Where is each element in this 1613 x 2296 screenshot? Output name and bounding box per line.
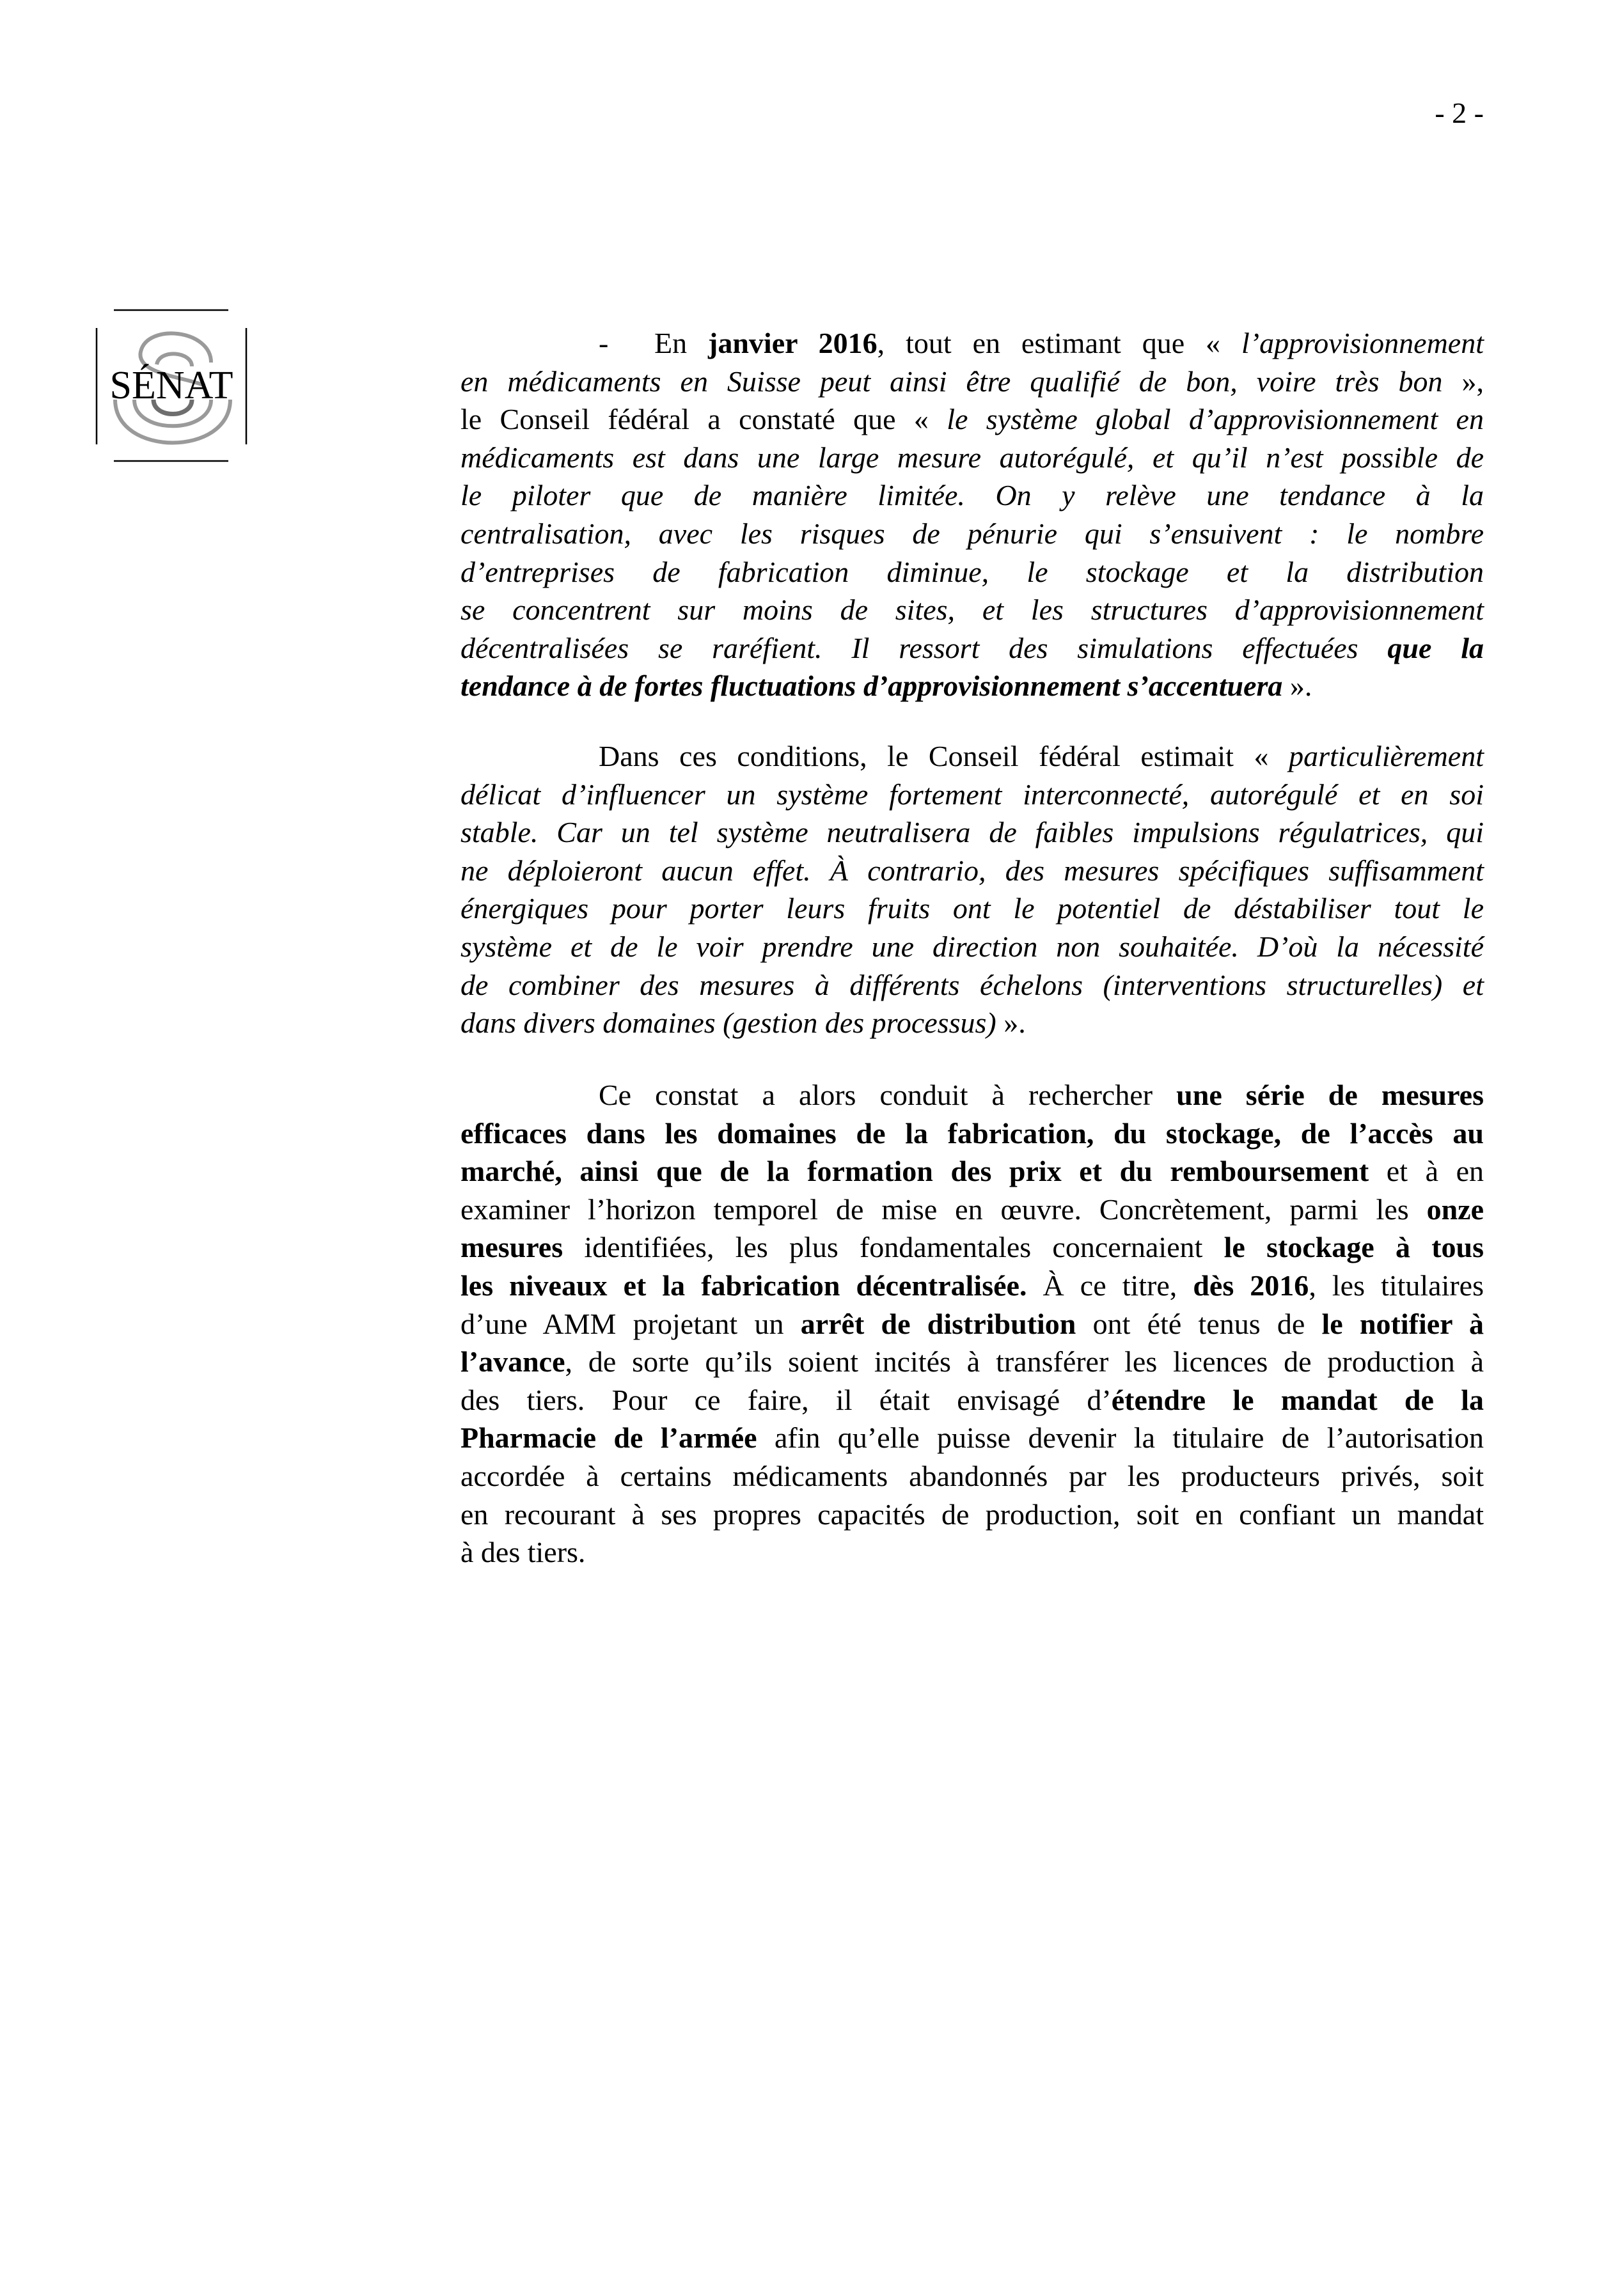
text-segment: en médicaments en Suisse peut ainsi être qualifié de bon, voire très bon [460, 364, 1443, 398]
text-line [460, 476, 1484, 515]
text-segment: efficaces dans les domaines de la fabrication, du stockage, de l’accès au [460, 1116, 1484, 1150]
text-line [460, 889, 1484, 928]
svg-text:SÉNAT: SÉNAT [109, 364, 233, 407]
text-segment: identifiées, les plus fondamentales concernaient [563, 1231, 1224, 1264]
text-line [460, 1228, 1484, 1267]
text-segment: d’entreprises de fabrication diminue, le stockage et la distribution [460, 555, 1484, 588]
text-line [460, 1305, 1484, 1343]
paragraph-bullet-janvier-2016 [460, 324, 1484, 705]
text-segment: particulièrement [1289, 740, 1484, 772]
text-segment: ont été tenus de [1076, 1307, 1322, 1340]
senat-logo [90, 304, 256, 470]
text-line [460, 629, 1484, 668]
text-segment: , tout en estimant que « [877, 327, 1241, 359]
text-line [460, 813, 1484, 852]
text-segment: l’approvisionnement [1241, 327, 1484, 359]
text-segment: d’une AMM projetant un [460, 1307, 801, 1340]
text-segment: le Conseil fédéral a constaté que « [460, 403, 947, 436]
text-line [460, 1191, 1484, 1229]
text-segment: le piloter que de manière limitée. On y relève une tendance à la [460, 479, 1484, 512]
text-segment: que la [1387, 631, 1484, 664]
text-segment: une série de mesures [1176, 1079, 1484, 1111]
text-segment: Pharmacie de l’armée [460, 1421, 757, 1455]
text-segment: arrêt de distribution [800, 1307, 1076, 1340]
text-segment: En [654, 327, 709, 359]
text-segment: », [1442, 364, 1484, 398]
text-segment: dès 2016 [1193, 1269, 1309, 1302]
text-line [460, 1004, 1484, 1042]
text-line [460, 1457, 1484, 1496]
text-segment: se concentrent sur moins de sites, et les structures d’approvisionnement [460, 593, 1484, 627]
text-segment: médicaments est dans une large mesure autorégulé, et qu’il n’est possible de [460, 441, 1484, 474]
text-segment: et à en [1369, 1155, 1484, 1188]
text-line [460, 1267, 1484, 1305]
text-segment: À ce titre, [1027, 1269, 1193, 1302]
text-line [460, 928, 1484, 966]
text-segment: ne déploieront aucun effet. À contrario, des mesures spécifiques suffisamment [460, 854, 1484, 887]
text-segment: ». [996, 1006, 1026, 1040]
text-segment: le notifier à [1321, 1307, 1484, 1340]
text-line [460, 515, 1484, 553]
text-line [460, 1419, 1484, 1457]
text-segment: dans divers domaines (gestion des processus) [460, 1006, 996, 1040]
page-number: - 2 - [1435, 97, 1484, 129]
text-segment: examiner l’horizon temporel de mise en œuvre. Concrètement, parmi les [460, 1192, 1427, 1226]
text-segment: stable. Car un tel système neutralisera de faibles impulsions régulatrices, qui [460, 816, 1484, 849]
text-line [460, 1381, 1484, 1419]
text-line [460, 1114, 1484, 1153]
text-segment: Ce constat a alors conduit à rechercher [599, 1079, 1177, 1111]
paragraph-serie-de-mesures [460, 1076, 1484, 1572]
text-segment: afin qu’elle puisse devenir la titulaire de l’autorisation [757, 1421, 1484, 1455]
paragraph-conseil-federal [460, 737, 1484, 1042]
text-segment: de combiner des mesures à différents échelons (interventions structurelles) et [460, 968, 1484, 1001]
text-segment: centralisation, avec les risques de pénurie qui s’ensuivent : le nombre [460, 517, 1484, 550]
text-segment: l’avance [460, 1345, 565, 1378]
text-segment: des tiers. Pour ce faire, il était envisagé d’ [460, 1383, 1112, 1416]
text-line [460, 1076, 1484, 1114]
text-segment: accordée à certains médicaments abandonnés par les producteurs privés, soit [460, 1459, 1484, 1492]
text-segment: à des tiers. [460, 1536, 586, 1569]
text-line [460, 439, 1484, 477]
text-line [460, 852, 1484, 890]
text-segment: tendance à de fortes fluctuations d’approvisionnement s’accentuera [460, 669, 1283, 703]
text-line [460, 1533, 1484, 1572]
text-line [460, 1343, 1484, 1381]
text-line [460, 966, 1484, 1004]
bullet-dash: - [599, 327, 609, 359]
text-line [460, 1496, 1484, 1534]
text-line [460, 667, 1484, 705]
text-segment: mesures [460, 1231, 563, 1264]
text-line [460, 363, 1484, 401]
text-line [460, 400, 1484, 439]
text-segment: étendre le mandat de la [1111, 1383, 1484, 1416]
text-line [460, 324, 1484, 363]
text-segment: janvier 2016 [708, 327, 877, 359]
text-segment: onze [1426, 1192, 1484, 1226]
text-segment: , de sorte qu’ils soient incités à transférer les licences de production à [565, 1345, 1484, 1378]
text-segment: décentralisées se raréfient. Il ressort des simulations effectuées [460, 631, 1388, 664]
text-line [460, 553, 1484, 591]
text-segment: les niveaux et la fabrication décentralisée. [460, 1269, 1027, 1302]
text-segment: énergiques pour porter leurs fruits ont le potentiel de déstabiliser tout le [460, 892, 1484, 925]
text-segment: , les titulaires [1309, 1269, 1484, 1302]
text-segment: le stockage à tous [1224, 1231, 1484, 1264]
text-line [460, 737, 1484, 776]
text-segment: le système global d’approvisionnement en [947, 403, 1484, 436]
text-segment: Dans ces conditions, le Conseil fédéral estimait « [599, 740, 1289, 772]
text-line [460, 591, 1484, 629]
text-segment: ». [1282, 669, 1312, 703]
text-segment: en recourant à ses propres capacités de production, soit en confiant un mandat [460, 1497, 1484, 1531]
text-line [460, 776, 1484, 814]
text-segment: délicat d’influencer un système fortement interconnecté, autorégulé et en soi [460, 777, 1484, 811]
text-segment: système et de le voir prendre une direction non souhaitée. D’où la nécessité [460, 930, 1484, 963]
text-segment: marché, ainsi que de la formation des prix et du remboursement [460, 1155, 1369, 1188]
text-line [460, 1152, 1484, 1191]
